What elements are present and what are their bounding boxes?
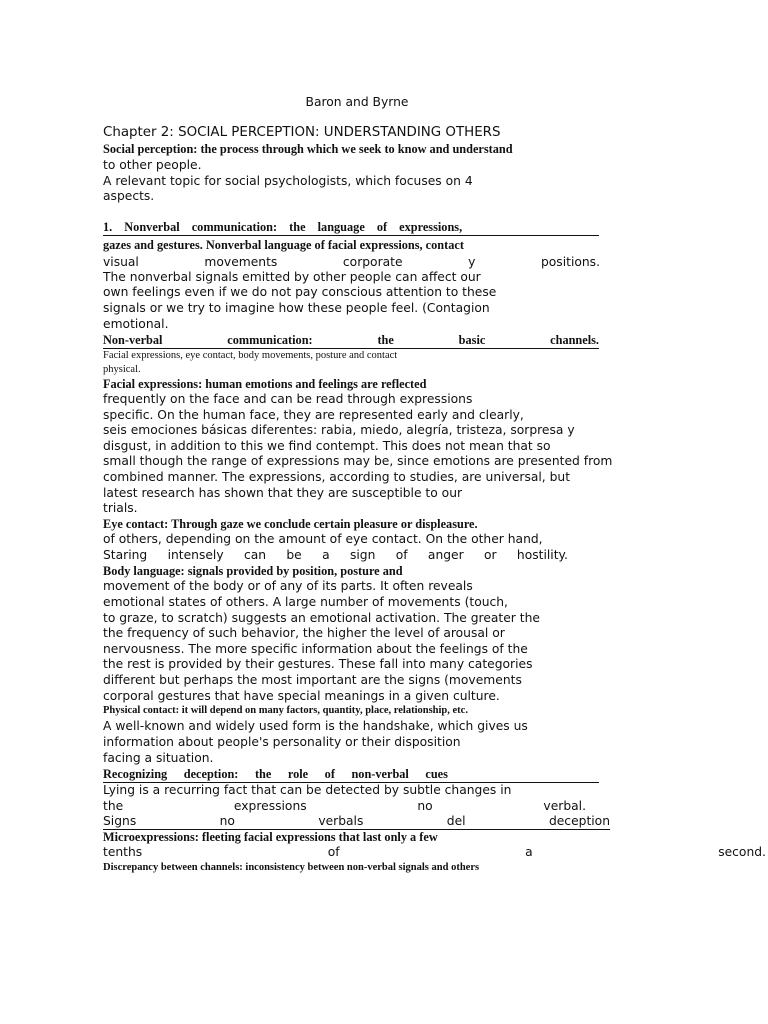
text-line: the frequency of such behavior, the higher the level of arousal or: [103, 626, 505, 640]
text-line: information about people's personality or their disposition: [103, 735, 461, 749]
word: visual: [103, 255, 139, 269]
text-line: to graze, to scratch) suggests an emotional activation. The greater the: [103, 611, 540, 625]
text-line: the rest is provided by their gestures. These fall into many categories: [103, 657, 533, 671]
word: the: [377, 333, 394, 347]
word: verbal.: [543, 799, 586, 813]
word: basic: [458, 333, 486, 347]
text-line: physical.: [103, 364, 141, 375]
word: second.: [718, 845, 766, 859]
word: intensely: [167, 548, 224, 562]
section-heading-deception: [103, 766, 599, 783]
word: Non-verbal: [103, 333, 163, 347]
word: cues: [425, 767, 448, 781]
word: deception: [548, 814, 610, 828]
text-line: aspects.: [103, 189, 155, 203]
justified-line: [103, 254, 600, 270]
document-header-title: Baron and Byrne: [305, 95, 409, 109]
text-line: Microexpressions: fleeting facial expressions that last only a few: [103, 830, 438, 844]
text-line: latest research has shown that they are susceptible to our: [103, 486, 463, 500]
text-line: Body language: signals provided by position, posture and: [103, 564, 403, 578]
text-line: The nonverbal signals emitted by other people can affect our: [103, 270, 481, 284]
text-line: Social perception: the process through which we seek to know and understand: [103, 142, 513, 156]
justified-line: [103, 798, 586, 814]
word: be: [286, 548, 302, 562]
word: sign: [349, 548, 376, 562]
word: corporate: [342, 255, 403, 269]
text-line: combined manner. The expressions, according to studies, are universal, but: [103, 470, 571, 484]
word: no: [219, 814, 235, 828]
text-line: specific. On the human face, they are represented early and clearly,: [103, 408, 524, 422]
text-line: Facial expressions, eye contact, body movements, posture and contact: [103, 350, 398, 361]
word: anger: [427, 548, 464, 562]
section-heading-nonverbal: 1. Nonverbal communication: the language of expressions,: [103, 219, 599, 236]
text-line: signals or we try to imagine how these people feel. (Contagion: [103, 301, 490, 315]
word: deception:: [183, 767, 239, 781]
text-line: frequently on the face and can be read through expressions: [103, 392, 473, 406]
text-line: emotional states of others. A large number of movements (touch,: [103, 595, 508, 609]
text-line: different but perhaps the most important are the signs (movements: [103, 673, 522, 687]
word: y: [468, 255, 476, 269]
justified-line-underlined: [103, 813, 610, 830]
text-line: Lying is a recurring fact that can be detected by subtle changes in: [103, 783, 512, 797]
word: tenths: [103, 845, 143, 859]
word: or: [484, 548, 497, 562]
word: of: [324, 767, 335, 781]
text-line: disgust, in addition to this we find contempt. This does not mean that so: [103, 439, 551, 453]
text-line: trials.: [103, 501, 138, 515]
heading-words: [103, 766, 448, 782]
text-line: facing a situation.: [103, 751, 214, 765]
word: movements: [204, 255, 278, 269]
text-line: of others, depending on the amount of eye contact. On the other hand,: [103, 532, 543, 546]
word: expressions: [233, 799, 307, 813]
text-line: Physical contact: it will depend on many factors, quantity, place, relationship, etc.: [103, 705, 468, 716]
word: Staring: [103, 548, 148, 562]
text-line: A relevant topic for social psychologists, which focuses on 4: [103, 174, 473, 188]
text-line: seis emociones básicas diferentes: rabia, miedo, alegría, tristeza, sorpresa y: [103, 423, 575, 437]
justified-line: [103, 844, 766, 860]
text-line: A well-known and widely used form is the handshake, which gives us: [103, 719, 528, 733]
word: channels.: [550, 333, 599, 347]
word: a: [322, 548, 330, 562]
text-line: nervousness. The more specific information about the feelings of the: [103, 642, 528, 656]
word: of: [395, 548, 408, 562]
word: verbals: [318, 814, 364, 828]
word: communication:: [227, 333, 313, 347]
word: Recognizing: [103, 767, 168, 781]
word: can: [243, 548, 267, 562]
word: positions.: [540, 255, 600, 269]
section-heading-channels: [103, 332, 599, 349]
word: the: [103, 799, 124, 813]
text-line: corporal gestures that have special meanings in a given culture.: [103, 689, 500, 703]
word: of: [327, 845, 340, 859]
word: Signs: [103, 814, 137, 828]
text-line: gazes and gestures. Nonverbal language of facial expressions, contact: [103, 238, 464, 252]
word: the: [254, 767, 272, 781]
text-line: Facial expressions: human emotions and feelings are reflected: [103, 377, 427, 391]
text-line: own feelings even if we do not pay conscious attention to these: [103, 285, 497, 299]
word: del: [446, 814, 466, 828]
text-line: Discrepancy between channels: inconsistency between non-verbal signals and others: [103, 862, 480, 873]
text-line: to other people.: [103, 158, 202, 172]
text-line: Eye contact: Through gaze we conclude certain pleasure or displeasure.: [103, 517, 478, 531]
word: non-verbal: [351, 767, 409, 781]
justified-line: [103, 547, 568, 563]
chapter-title: Chapter 2: SOCIAL PERCEPTION: UNDERSTANDING OTHERS: [103, 125, 501, 140]
text-line: movement of the body or of any of its parts. It often reveals: [103, 579, 473, 593]
text-line: emotional.: [103, 317, 169, 331]
word: a: [525, 845, 533, 859]
word: role: [287, 767, 309, 781]
word: no: [417, 799, 433, 813]
text-line: small though the range of expressions may be, since emotions are presented from: [103, 454, 613, 468]
word: hostility.: [516, 548, 568, 562]
